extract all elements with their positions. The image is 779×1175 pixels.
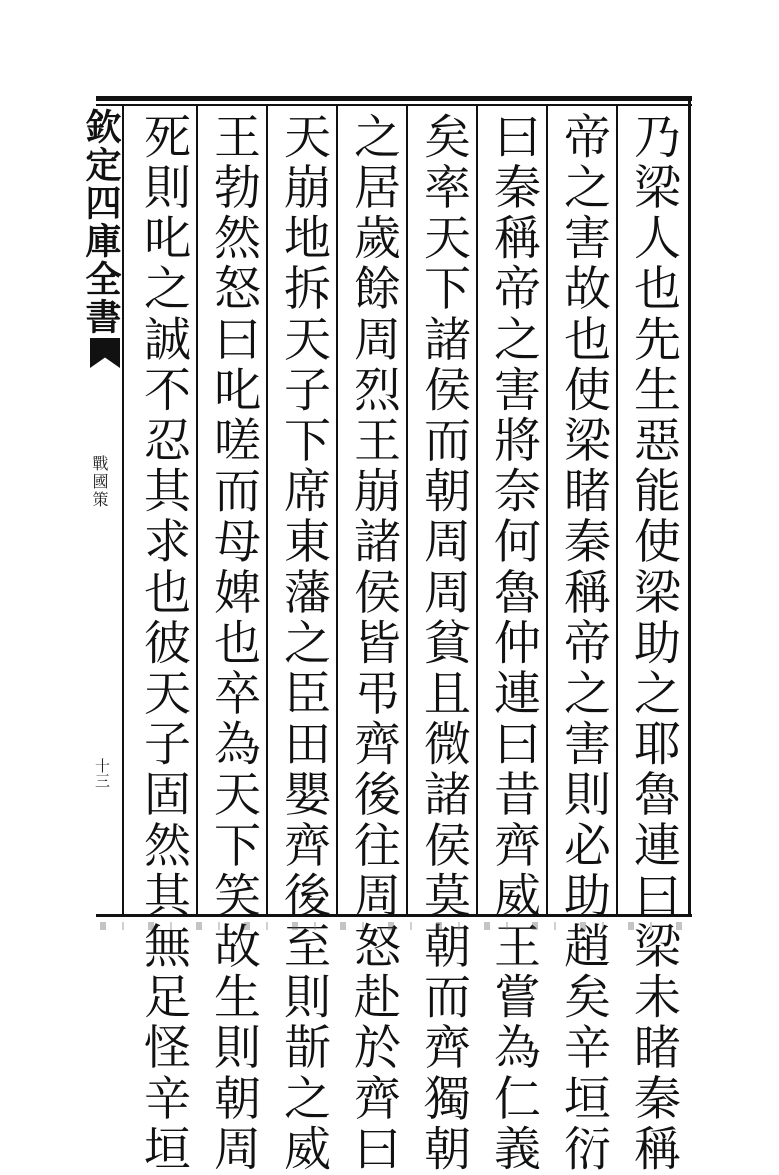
section-title: 戰國策	[90, 455, 109, 509]
column-text: 死則叱之誠不忍其求也彼天子固然其無足怪辛垣	[136, 112, 191, 1175]
scan-artifact	[100, 922, 690, 930]
book-title: 欽定四庫全書	[80, 108, 122, 336]
text-column	[478, 106, 548, 1175]
column-text: 王勃然怒曰叱嗟而母婢也卒為天下笑故生則朝周	[206, 112, 261, 1175]
frame-right-border	[688, 100, 691, 916]
text-column	[128, 106, 198, 1175]
text-column	[338, 106, 408, 1175]
text-column	[548, 106, 618, 1175]
frame-top-border	[96, 96, 692, 101]
column-text: 乃梁人也先生惡能使梁助之耶魯連曰梁未睹秦稱	[626, 112, 681, 1175]
text-column	[198, 106, 268, 1175]
column-text: 天崩地拆天子下席東藩之臣田嬰齊後至則斮之威	[276, 112, 331, 1175]
column-text: 矣率天下諸侯而朝周周貧且微諸侯莫朝而齊獨朝	[416, 112, 471, 1175]
column-text: 帝之害故也使梁睹秦稱帝之害則必助趙矣辛垣衍	[556, 112, 611, 1175]
column-text: 之居歲餘周烈王崩諸侯皆弔齊後往周怒赴於齊曰	[346, 112, 401, 1175]
text-column	[618, 106, 688, 1175]
page-number: 十三	[93, 758, 111, 788]
text-column	[268, 106, 338, 1175]
text-column	[408, 106, 478, 1175]
column-text: 曰秦稱帝之害將奈何魯仲連曰昔齊威王嘗為仁義	[486, 112, 541, 1175]
text-body	[124, 106, 688, 1175]
